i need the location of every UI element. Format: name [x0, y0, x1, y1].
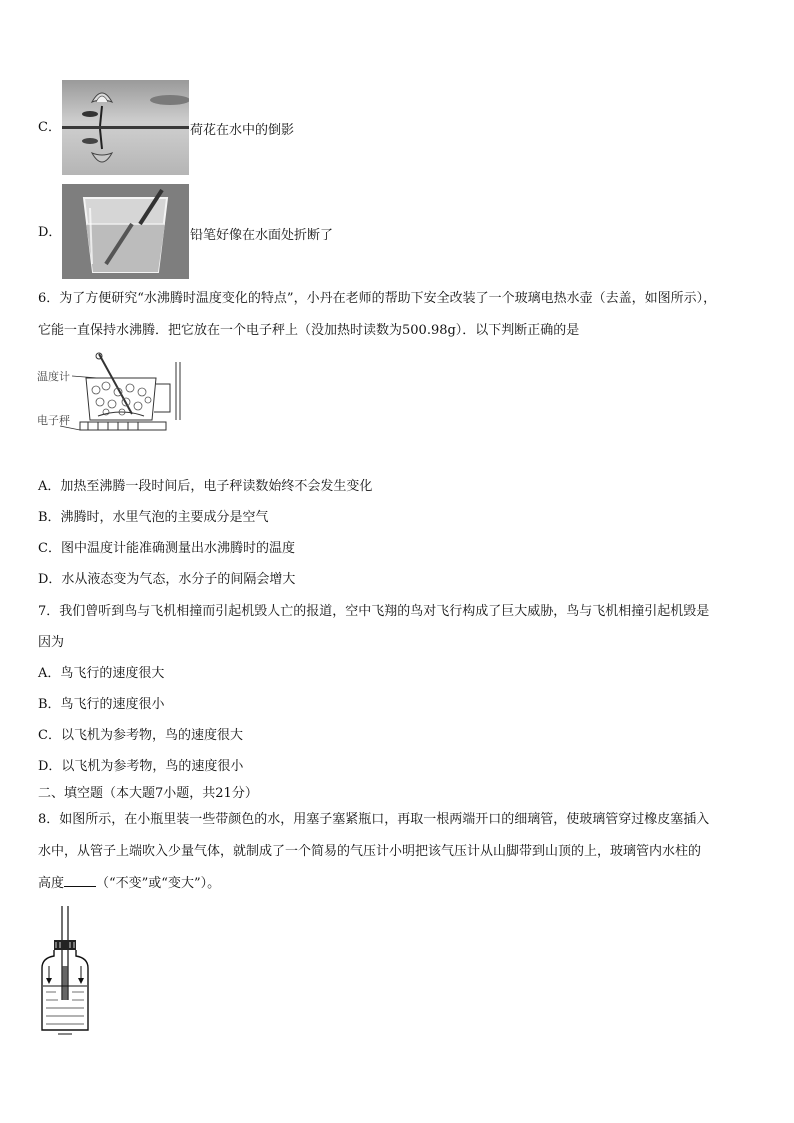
- lotus-reflection-photo: [62, 80, 189, 175]
- q7-stem-line2: 因为: [38, 635, 65, 650]
- pencil-in-water-photo: [62, 184, 189, 279]
- pencil-in-water-icon: [62, 184, 189, 279]
- q8-line3-prefix: 高度: [38, 876, 65, 891]
- q8-answer-blank[interactable]: [64, 874, 96, 887]
- q7-option-d: D．以飞机为参考物，鸟的速度很小: [38, 759, 244, 774]
- q5-option-c-letter: C．: [38, 120, 61, 135]
- q5-option-c-caption: 荷花在水中的倒影: [190, 123, 295, 138]
- q6-stem-line1: 6．为了方便研究“水沸腾时温度变化的特点”，小丹在老师的帮助下安全改装了一个玻璃电热水壶（去盖，如图所示），: [38, 291, 717, 306]
- q7-option-a: A．鸟飞行的速度很大: [38, 666, 165, 681]
- q8-line3-suffix: （“不变”或“变大”）。: [96, 876, 221, 891]
- q6-option-b: B．沸腾时，水里气泡的主要成分是空气: [38, 510, 269, 525]
- q6-stem-line2: 它能一直保持水沸腾．把它放在一个电子秤上（没加热时读数为500.98g）．以下判断正确的是: [38, 323, 580, 338]
- q8-stem-line2: 水中，从管子上端吹入少量气体，就制成了一个简易的气压计小明把该气压计从山脚带到山顶的上，玻璃管内水柱的: [38, 844, 702, 859]
- lotus-reflection-icon: [62, 80, 189, 175]
- q7-stem-line1: 7．我们曾听到鸟与飞机相撞而引起机毁人亡的报道，空中飞翔的鸟对飞行构成了巨大威胁，鸟与飞机相撞引起机毁是: [38, 604, 710, 619]
- thermometer-label: 温度计: [37, 370, 70, 383]
- q6-option-a: A．加热至沸腾一段时间后，电子秤读数始终不会发生变化: [38, 479, 373, 494]
- q7-option-b: B．鸟飞行的速度很小: [38, 697, 165, 712]
- q5-option-d-letter: D．: [38, 225, 62, 240]
- scale-label: 电子秤: [37, 414, 70, 427]
- barometer-bottle-icon: [36, 904, 96, 1036]
- section-heading: 二、填空题（本大题7小题，共21分）: [38, 786, 258, 801]
- q6-figure: [36, 350, 186, 438]
- q5-option-d-caption: 铅笔好像在水面处折断了: [190, 228, 334, 243]
- q8-stem-line1: 8．如图所示，在小瓶里装一些带颜色的水，用塞子塞紧瓶口，再取一根两端开口的细璃管，使玻璃管穿过橡皮塞插入: [38, 812, 710, 827]
- barometer-bottle-diagram: [36, 904, 96, 1036]
- q7-option-c: C．以飞机为参考物，鸟的速度很大: [38, 728, 243, 743]
- q8-stem-line3: [38, 874, 220, 893]
- q6-option-d: D．水从液态变为气态，水分子的间隔会增大: [38, 572, 296, 587]
- q6-option-c: C．图中温度计能准确测量出水沸腾时的温度: [38, 541, 295, 556]
